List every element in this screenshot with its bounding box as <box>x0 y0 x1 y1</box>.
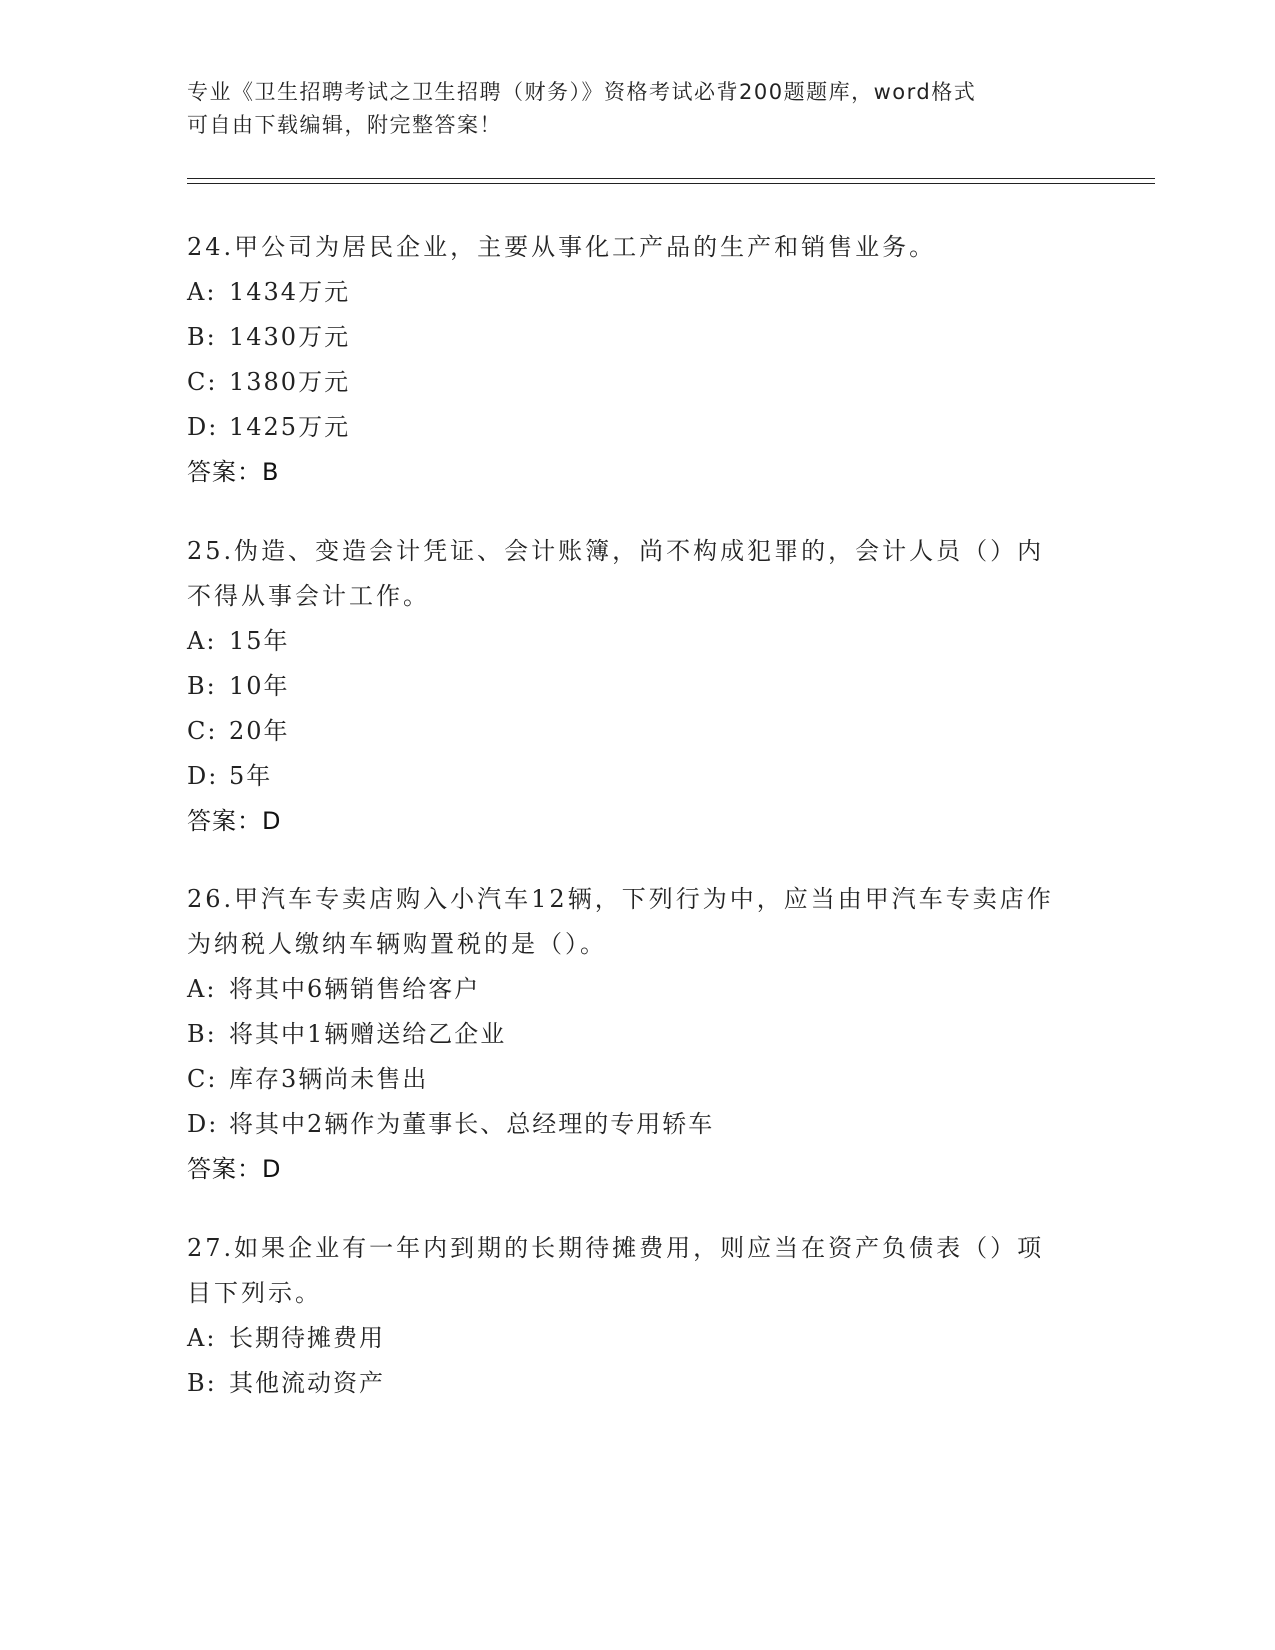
question-stem: 25.伪造、变造会计凭证、会计账簿，尚不构成犯罪的，会计人员（）内不得从事会计工作。 <box>187 537 1045 610</box>
option-text: 将其中6辆销售给客户 <box>229 975 481 1003</box>
option-key: B: <box>187 323 217 351</box>
option-key: C: <box>187 368 218 396</box>
option-b <box>187 1361 1067 1406</box>
option-key: A: <box>187 1324 217 1352</box>
option-text: 将其中1辆赠送给乙企业 <box>229 1020 507 1048</box>
option-key: B: <box>187 672 217 700</box>
question-stem: 24.甲公司为居民企业，主要从事化工产品的生产和销售业务。 <box>187 233 937 261</box>
document-header <box>187 76 1067 142</box>
question-stem: 26.甲汽车专卖店购入小汽车12辆，下列行为中，应当由甲汽车专卖店作为纳税人缴纳车辆购置税的是（）。 <box>187 885 1054 958</box>
question-26 <box>187 877 1067 1192</box>
option-text: 20年 <box>229 717 290 745</box>
option-text: 库存3辆尚未售出 <box>229 1065 429 1093</box>
option-key: C: <box>187 717 218 745</box>
option-a <box>187 1316 1067 1361</box>
question-24 <box>187 225 1067 495</box>
option-text: 10年 <box>229 672 290 700</box>
option-text: 5年 <box>229 762 273 790</box>
option-text: 长期待摊费用 <box>229 1324 385 1352</box>
option-text: 其他流动资产 <box>229 1369 385 1397</box>
option-text: 1434万元 <box>229 278 351 306</box>
question-stem: 27.如果企业有一年内到期的长期待摊费用，则应当在资产负债表（）项目下列示。 <box>187 1234 1045 1307</box>
option-a <box>187 270 1067 315</box>
option-text: 1380万元 <box>229 368 351 396</box>
option-b <box>187 1012 1067 1057</box>
question-25 <box>187 529 1067 844</box>
option-key: A: <box>187 975 217 1003</box>
header-line-2: 可自由下载编辑，附完整答案！ <box>187 113 502 137</box>
option-key: A: <box>187 627 217 655</box>
option-d <box>187 1102 1067 1147</box>
header-divider-top <box>187 178 1155 179</box>
option-d <box>187 754 1067 799</box>
header-divider-bottom <box>187 183 1155 184</box>
option-d <box>187 405 1067 450</box>
option-key: B: <box>187 1020 217 1048</box>
option-key: A: <box>187 278 217 306</box>
option-text: 1425万元 <box>229 413 351 441</box>
option-key: B: <box>187 1369 217 1397</box>
option-b <box>187 315 1067 360</box>
answer-label: 答案：B <box>187 458 280 486</box>
option-c <box>187 1057 1067 1102</box>
option-text: 15年 <box>229 627 290 655</box>
option-key: D: <box>187 762 219 790</box>
option-c <box>187 709 1067 754</box>
option-a <box>187 619 1067 664</box>
option-key: D: <box>187 1110 219 1138</box>
option-key: C: <box>187 1065 218 1093</box>
answer-label: 答案：D <box>187 807 282 835</box>
option-c <box>187 360 1067 405</box>
question-27 <box>187 1226 1067 1406</box>
answer-label: 答案：D <box>187 1155 282 1183</box>
header-line-1: 专业《卫生招聘考试之卫生招聘（财务）》资格考试必背200题题库，word格式 <box>187 80 977 104</box>
option-text: 1430万元 <box>229 323 351 351</box>
option-a <box>187 967 1067 1012</box>
option-text: 将其中2辆作为董事长、总经理的专用轿车 <box>229 1110 715 1138</box>
option-b <box>187 664 1067 709</box>
option-key: D: <box>187 413 219 441</box>
